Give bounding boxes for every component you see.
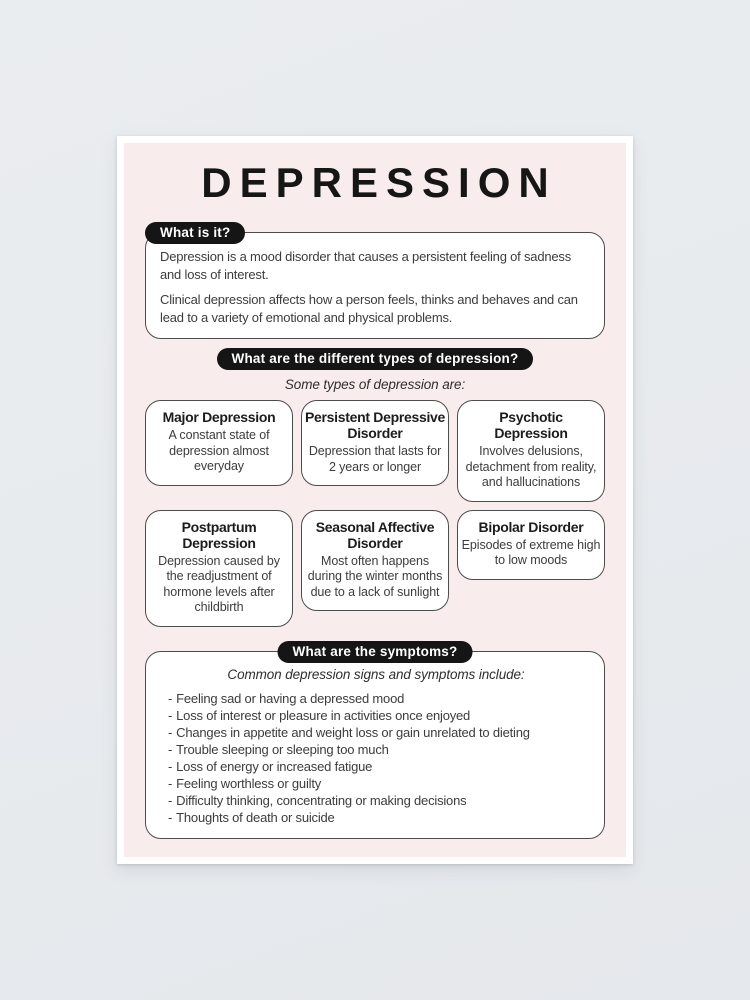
type-card-persistent-depressive-disorder <box>301 400 449 486</box>
type-card-psychotic-depression <box>457 400 605 502</box>
symptom-item <box>168 707 594 724</box>
symptoms-label: What are the symptoms? <box>278 641 473 663</box>
poster-title: DEPRESSION <box>201 159 557 206</box>
symptom-text: Feeling worthless or guilty <box>176 775 322 791</box>
symptom-item <box>168 724 594 741</box>
dash-bullet: - <box>168 707 173 723</box>
symptoms-list <box>158 690 594 826</box>
dash-bullet: - <box>168 792 173 808</box>
symptom-item <box>168 758 594 775</box>
definition-paragraph-1: Depression is a mood disorder that causes a persistent feeling of sadness and loss of interest. <box>160 249 572 282</box>
dash-bullet: - <box>168 758 173 774</box>
type-card-title: Psychotic Depression <box>494 409 568 441</box>
section-what-is-it <box>145 225 605 339</box>
symptom-text: Changes in appetite and weight loss or gain unrelated to dieting <box>176 724 530 740</box>
type-cards-grid <box>145 400 605 627</box>
type-card-title: Seasonal Affective Disorder <box>315 518 435 551</box>
type-card-description: Episodes of extreme high to low moods <box>461 537 601 567</box>
poster-content <box>124 143 626 857</box>
type-card-description: Most often happens during the winter months due to a lack of sunlight <box>307 553 443 599</box>
dash-bullet: - <box>168 724 173 740</box>
dash-bullet: - <box>168 809 173 825</box>
dash-bullet: - <box>168 741 173 757</box>
type-card-postpartum-depression <box>145 510 293 627</box>
symptom-text: Thoughts of death or suicide <box>176 809 335 825</box>
type-card-description: Depression that lasts for 2 years or longer <box>308 444 442 474</box>
type-card-description: Depression caused by the readjustment of hormone levels after childbirth <box>158 553 280 614</box>
symptom-item <box>168 690 594 707</box>
section-types <box>145 348 605 627</box>
poster <box>117 136 633 864</box>
symptom-item <box>168 792 594 809</box>
symptom-text: Loss of interest or pleasure in activities once enjoyed <box>176 707 471 723</box>
type-card-bipolar-disorder <box>457 510 605 580</box>
symptom-text: Loss of energy or increased fatigue <box>176 758 373 774</box>
symptom-item <box>168 775 594 792</box>
definition-paragraph-2: Clinical depression affects how a person feels, thinks and behaves and can lead to a variety of emotional and physical problems. <box>160 292 578 325</box>
symptom-item <box>168 741 594 758</box>
type-card-description: Involves delusions, detachment from reality, and hallucinations <box>465 444 597 489</box>
what-is-it-label: What is it? <box>145 222 245 244</box>
types-label-row <box>145 348 605 370</box>
dash-bullet: - <box>168 690 173 706</box>
type-card-title: Postpartum Depression <box>181 518 257 551</box>
type-card-seasonal-affective-disorder <box>301 510 449 612</box>
type-card-title: Bipolar Disorder <box>478 518 584 535</box>
type-card-major-depression <box>145 400 293 486</box>
symptom-text: Trouble sleeping or sleeping too much <box>176 741 389 757</box>
type-card-description: A constant state of depression almost everyday <box>168 428 270 473</box>
type-card-title: Major Depression <box>162 409 276 425</box>
symptoms-subtitle: Common depression signs and symptoms include: <box>227 666 525 682</box>
dash-bullet: - <box>168 775 173 791</box>
symptom-text: Feeling sad or having a depressed mood <box>176 690 405 706</box>
types-subtitle: Some types of depression are: <box>284 377 466 392</box>
section-symptoms <box>145 643 605 839</box>
symptom-text: Difficulty thinking, concentrating or making decisions <box>176 792 467 808</box>
symptom-item <box>168 809 594 826</box>
types-label: What are the different types of depression? <box>217 348 534 370</box>
type-card-title: Persistent Depressive Disorder <box>305 409 446 441</box>
